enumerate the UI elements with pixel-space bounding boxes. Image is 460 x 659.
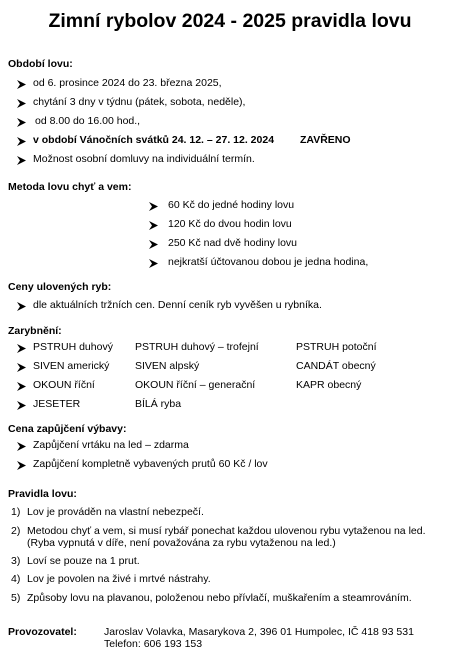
stocking-heading: Zarybnění: [8, 325, 62, 337]
rule-text: Loví se pouze na 1 prut. [27, 555, 140, 567]
page-title: Zimní rybolov 2024 - 2025 pravidla lovu [48, 10, 412, 32]
arrow-bullet-icon [149, 202, 158, 211]
method-item: 250 Kč nad dvě hodiny lovu [168, 237, 298, 249]
fish-species: OKOUN říční [33, 379, 95, 391]
fish-species: JESETER [33, 398, 81, 410]
rule-text: Lov je povolen na živé i mrtvé nástrahy. [27, 573, 211, 585]
fish-species: BÍLÁ ryba [135, 398, 182, 410]
rental-heading: Cena zapůjčení výbavy: [8, 423, 127, 435]
arrow-bullet-icon [17, 302, 26, 311]
arrow-bullet-icon [17, 137, 26, 146]
fish-species: OKOUN říční – generační [135, 379, 256, 391]
method-item: nejkratší účtovanou dobou je jedna hodina, [168, 256, 369, 268]
method-item: 120 Kč do dvou hodin lovu [168, 218, 292, 230]
arrow-bullet-icon [17, 118, 26, 127]
rental-item: Zapůjčení vrtáku na led – zdarma [33, 439, 189, 451]
arrow-bullet-icon [17, 382, 26, 391]
method-heading: Metoda lovu chyť a vem: [8, 181, 132, 193]
arrow-bullet-icon [17, 99, 26, 108]
arrow-bullet-icon [149, 221, 158, 230]
period-item: od 8.00 do 16.00 hod., [35, 115, 141, 127]
arrow-bullet-icon [17, 442, 26, 451]
arrow-bullet-icon [17, 156, 26, 165]
fish-species: PSTRUH duhový – trofejní [135, 341, 259, 353]
prices-item: dle aktuálních tržních cen. Denní ceník ryb vyvěšen u rybníka. [33, 299, 322, 311]
fish-species: SIVEN alpský [135, 360, 200, 372]
fish-species: PSTRUH duhový [33, 341, 113, 353]
operator-label: Provozovatel: [8, 626, 77, 638]
rule-text: (Ryba vypnutá v díře, není považována za rybu vytaženou na led.) [27, 537, 336, 549]
arrow-bullet-icon [17, 461, 26, 470]
period-heading: Období lovu: [8, 58, 73, 70]
arrow-bullet-icon [149, 240, 158, 249]
fish-species: CANDÁT obecný [296, 360, 376, 372]
arrow-bullet-icon [17, 344, 26, 353]
rules-heading: Pravidla lovu: [8, 488, 77, 500]
rule-number: 5) [11, 592, 21, 604]
rule-number: 1) [11, 506, 21, 518]
rule-number: 3) [11, 555, 21, 567]
prices-heading: Ceny ulovených ryb: [8, 281, 112, 293]
fish-species: SIVEN americký [33, 360, 110, 372]
fish-species: KAPR obecný [296, 379, 362, 391]
arrow-bullet-icon [17, 401, 26, 410]
arrow-bullet-icon [17, 80, 26, 89]
rule-text: Metodou chyť a vem, si musí rybář ponechat každou ulovenou rybu vytaženou na led. [27, 525, 426, 537]
operator-phone: Telefon: 606 193 153 [104, 638, 203, 650]
period-item: chytání 3 dny v týdnu (pátek, sobota, neděle), [33, 96, 246, 108]
period-item: Možnost osobní domluvy na individuální termín. [33, 153, 255, 165]
period-item: od 6. prosince 2024 do 23. března 2025, [33, 77, 222, 89]
period-item-holidays: v období Vánočních svátků 24. 12. – 27. 12. 2024 [33, 134, 275, 146]
method-item: 60 Kč do jedné hodiny lovu [168, 199, 295, 211]
rule-text: Lov je prováděn na vlastní nebezpečí. [27, 506, 204, 518]
rule-number: 2) [11, 525, 21, 537]
rental-item: Zapůjčení kompletně vybavených prutů 60 Kč / lov [33, 458, 268, 470]
operator-address: Jaroslav Volavka, Masarykova 2, 396 01 Humpolec, IČ 418 93 531 [104, 626, 414, 638]
rule-number: 4) [11, 573, 21, 585]
closed-label: ZAVŘENO [300, 134, 351, 146]
rule-text: Způsoby lovu na plavanou, položenou nebo přívlačí, muškařením a steamrováním. [27, 592, 412, 604]
arrow-bullet-icon [17, 363, 26, 372]
fish-species: PSTRUH potoční [296, 341, 377, 353]
arrow-bullet-icon [149, 259, 158, 268]
